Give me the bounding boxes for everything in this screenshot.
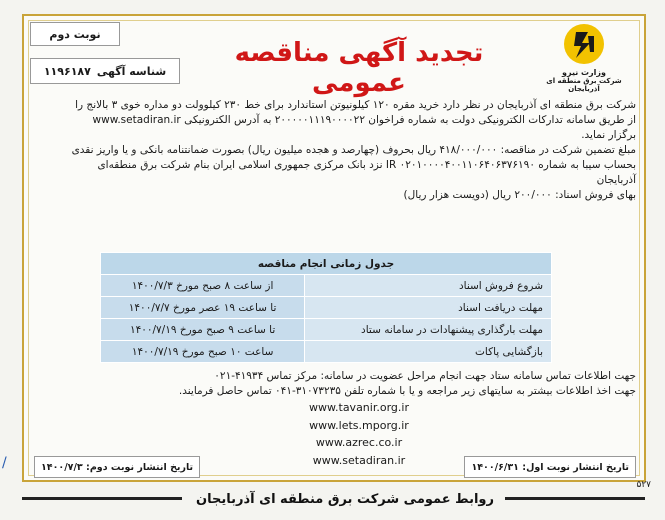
table-row xyxy=(101,319,552,341)
round-label: نوبت دوم xyxy=(49,27,101,41)
price-line: بهای فروش اسناد: ۲۰۰/۰۰۰ ریال (دویست هزار ریال) xyxy=(403,189,636,201)
schedule-time: تا ساعت ۱۹ عصر مورخ ۱۴۰۰/۷/۷ xyxy=(101,297,305,319)
footer-rule xyxy=(22,497,182,500)
lightning-logo-icon xyxy=(562,22,606,66)
footer-rule xyxy=(505,497,645,500)
body-line: شرکت برق منطقه ای آذربایجان در نظر دارد خرید مقره ۱۲۰ کیلونیوتن استاندارد برای خط ۲۳۰ کیلوولت دو مداره خوی ۳ بالانج را xyxy=(75,99,636,111)
schedule-event: بازگشایی پاکات xyxy=(305,341,552,363)
first-publish-date xyxy=(464,456,636,478)
slash-mark-icon: / xyxy=(2,455,7,471)
website-link[interactable]: www.azrec.co.ir xyxy=(315,436,403,449)
tender-notice xyxy=(22,14,646,482)
schedule-time: از ساعت ۸ صبح مورخ ۱۴۰۰/۷/۳ xyxy=(101,275,305,297)
body-line: آذربایجان xyxy=(596,174,636,186)
notice-id-box xyxy=(30,58,180,84)
logo-ministry: وزارت نیرو xyxy=(562,68,606,77)
notice-body xyxy=(36,98,636,203)
company-logo xyxy=(534,22,634,94)
schedule-event: مهلت دریافت اسناد xyxy=(305,297,552,319)
notice-id-value: ۱۱۹۶۱۸۷ xyxy=(43,64,91,78)
contact-line: جهت اطلاعات تماس سامانه ستاد جهت انجام مراحل عضویت در سامانه: مرکز تماس ۴۱۹۳۴-۰۲۱ xyxy=(214,370,636,382)
schedule-table xyxy=(100,252,552,363)
date-label: تاریخ انتشار نوبت دوم: xyxy=(86,461,194,473)
date-value: ۱۴۰۰/۶/۳۱ xyxy=(471,461,519,473)
contact-line: جهت اخذ اطلاعات بیشتر به سایتهای زیر مراجعه و یا با شماره تلفن ۳۱۰۷۳۲۳۵-۰۴۱ تماس حاصل فرمایند. xyxy=(178,385,636,397)
date-label: تاریخ انتشار نوبت اول: xyxy=(522,461,629,473)
body-line: از طریق سامانه تدارکات الکترونیکی دولت به شماره فراخوان ۲۰۰۰۰۰۱۱۱۹۰۰۰۰۲۲ به آدرس الکترونیکی www.setadiran.ir xyxy=(92,114,636,126)
schedule-time: ساعت ۱۰ صبح مورخ ۱۴۰۰/۷/۱۹ xyxy=(101,341,305,363)
website-link[interactable]: www.lets.mporg.ir xyxy=(309,418,409,432)
footer-text: روابط عمومی شرکت برق منطقه ای آذربایجان xyxy=(196,491,494,507)
schedule-event: مهلت بارگذاری پیشنهادات در سامانه ستاد xyxy=(305,319,552,341)
website-link[interactable]: www.tavanir.org.ir xyxy=(309,401,409,414)
round-badge xyxy=(30,22,120,46)
date-value: ۱۴۰۰/۷/۳ xyxy=(41,461,83,473)
website-list xyxy=(269,399,449,469)
table-row xyxy=(101,297,552,319)
footer-signature xyxy=(180,488,510,510)
website-link[interactable]: www.setadiran.ir xyxy=(312,453,406,467)
schedule-time: تا ساعت ۹ صبح مورخ ۱۴۰۰/۷/۱۹ xyxy=(101,319,305,341)
notice-title: تجدید آگهی مناقصه عمومی xyxy=(234,38,484,98)
contact-info xyxy=(36,369,636,399)
second-publish-date xyxy=(34,456,200,478)
table-row xyxy=(101,275,552,297)
schedule-caption: جدول زمانی انجام مناقصه xyxy=(101,253,552,275)
table-row xyxy=(101,341,552,363)
body-line: برگزار نماید. xyxy=(581,129,636,141)
schedule-event: شروع فروش اسناد xyxy=(305,275,552,297)
body-line: مبلغ تضمین شرکت در مناقصه: ۴۱۸/۰۰۰/۰۰۰ ریال بحروف (چهارصد و هجده میلیون ریال) بصورت ضمانتنامه بانکی و یا واریز نقدی xyxy=(71,144,636,156)
page-number: ۵۲۷ xyxy=(636,480,651,490)
logo-company: شرکت برق منطقه ای آذربایجان xyxy=(546,77,622,93)
body-line: بحساب سیبا به شماره IR ۰۲۰۱۰۰۰۰۴۰۰۱۱۰۶۴۰۶۳۷۶۱۹۰ نزد بانک مرکزی جمهوری اسلامی ایران بنام شرکت برق منطقه‌ای xyxy=(97,159,636,171)
notice-id-label: شناسه آگهی xyxy=(96,64,167,78)
